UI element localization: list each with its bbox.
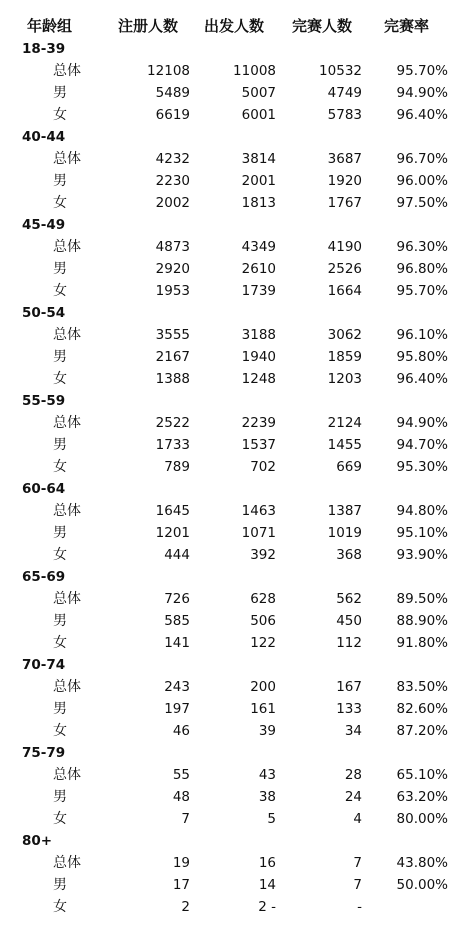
finish-rate-cell: 96.70% (396, 151, 448, 167)
age-group-label: 55-59 (22, 393, 66, 409)
row-label: 总体 (53, 591, 81, 607)
finish-rate-cell: 93.90% (396, 547, 448, 563)
table-row (0, 346, 476, 368)
started-cell: 161 (250, 701, 276, 717)
registered-cell: 55 (172, 767, 190, 783)
table-row (0, 258, 476, 280)
finished-cell: 1767 (327, 195, 362, 211)
finish-rate-cell: 97.50% (396, 195, 448, 211)
age-group-label: 45-49 (22, 217, 66, 233)
row-label: 男 (53, 437, 67, 453)
finish-rate-cell: 96.80% (396, 261, 448, 277)
finished-cell: 669 (336, 459, 362, 475)
registered-cell: 1645 (155, 503, 190, 519)
table-row (0, 610, 476, 632)
finish-rate-cell: 96.40% (396, 107, 448, 123)
row-label: 女 (53, 107, 67, 123)
registered-cell: 1388 (155, 371, 190, 387)
started-cell: 16 (258, 855, 276, 871)
registered-cell: 1201 (155, 525, 190, 541)
started-cell: 2001 (241, 173, 276, 189)
row-label: 总体 (53, 63, 81, 79)
registered-cell: 7 (181, 811, 190, 827)
row-label: 男 (53, 701, 67, 717)
started-cell: 122 (250, 635, 276, 651)
header-registered: 注册人数 (118, 17, 179, 35)
finished-cell: 3062 (327, 327, 362, 343)
finish-rate-cell: 94.80% (396, 503, 448, 519)
registered-cell: 243 (164, 679, 190, 695)
finished-cell: 4190 (327, 239, 362, 255)
finish-rate-cell: 96.10% (396, 327, 448, 343)
age-group-label: 80+ (22, 833, 53, 849)
row-label: 男 (53, 789, 67, 805)
finished-cell: 1664 (327, 283, 362, 299)
table-row (0, 148, 476, 170)
finished-cell: 1203 (327, 371, 362, 387)
finished-cell: 28 (344, 767, 362, 783)
table-row (0, 368, 476, 390)
registered-cell: 444 (164, 547, 190, 563)
row-label: 总体 (53, 239, 81, 255)
row-label: 男 (53, 525, 67, 541)
registered-cell: 12108 (147, 63, 190, 79)
row-label: 总体 (53, 151, 81, 167)
finish-rate-cell: 95.70% (396, 63, 448, 79)
started-cell: 200 (250, 679, 276, 695)
started-cell: 2 - (258, 899, 276, 915)
row-label: 总体 (53, 679, 81, 695)
registered-cell: 2920 (155, 261, 190, 277)
started-cell: 1739 (241, 283, 276, 299)
row-label: 女 (53, 635, 67, 651)
row-label: 女 (53, 547, 67, 563)
finished-cell: 24 (344, 789, 362, 805)
table-row (0, 588, 476, 610)
registered-cell: 789 (164, 459, 190, 475)
finish-rate-cell: 94.70% (396, 437, 448, 453)
row-label: 男 (53, 261, 67, 277)
table-row (0, 60, 476, 82)
header-finish-rate: 完赛率 (384, 17, 430, 35)
finish-rate-cell: 94.90% (396, 85, 448, 101)
row-label: 女 (53, 723, 67, 739)
started-cell: 2610 (241, 261, 276, 277)
registered-cell: 46 (172, 723, 190, 739)
row-label: 总体 (53, 767, 81, 783)
finish-rate-cell: 95.10% (396, 525, 448, 541)
started-cell: 1248 (241, 371, 276, 387)
started-cell: 4349 (241, 239, 276, 255)
table-row (0, 280, 476, 302)
age-group-label: 75-79 (22, 745, 66, 761)
finished-cell: 1019 (327, 525, 362, 541)
header-started: 出发人数 (204, 17, 265, 35)
finished-cell: 10532 (319, 63, 362, 79)
row-label: 男 (53, 173, 67, 189)
table-row (0, 698, 476, 720)
finished-cell: 368 (336, 547, 362, 563)
finished-cell: - (357, 899, 362, 915)
registered-cell: 726 (164, 591, 190, 607)
registered-cell: 2002 (155, 195, 190, 211)
table-row (0, 500, 476, 522)
registered-cell: 2522 (155, 415, 190, 431)
table-row (0, 434, 476, 456)
finished-cell: 1920 (327, 173, 362, 189)
started-cell: 14 (258, 877, 276, 893)
finished-cell: 112 (336, 635, 362, 651)
registered-cell: 197 (164, 701, 190, 717)
row-label: 男 (53, 85, 67, 101)
finished-cell: 167 (336, 679, 362, 695)
finished-cell: 1387 (327, 503, 362, 519)
started-cell: 3814 (241, 151, 276, 167)
row-label: 总体 (53, 855, 81, 871)
finish-rate-cell: 95.80% (396, 349, 448, 365)
finish-rate-cell: 50.00% (396, 877, 448, 893)
started-cell: 39 (258, 723, 276, 739)
registered-cell: 3555 (155, 327, 190, 343)
row-label: 女 (53, 371, 67, 387)
age-group-label: 18-39 (22, 41, 66, 57)
row-label: 总体 (53, 503, 81, 519)
finish-rate-cell: 95.30% (396, 459, 448, 475)
registered-cell: 2 (181, 899, 190, 915)
finished-cell: 7 (353, 877, 362, 893)
table-row (0, 82, 476, 104)
finished-cell: 133 (336, 701, 362, 717)
finish-rate-cell: 89.50% (396, 591, 448, 607)
table-row (0, 808, 476, 830)
finish-rate-cell: 96.30% (396, 239, 448, 255)
started-cell: 392 (250, 547, 276, 563)
started-cell: 5007 (241, 85, 276, 101)
table-row (0, 852, 476, 874)
registered-cell: 48 (172, 789, 190, 805)
table-row (0, 104, 476, 126)
finish-rate-cell: 96.40% (396, 371, 448, 387)
finish-rate-cell: 43.80% (396, 855, 448, 871)
finish-rate-cell: 94.90% (396, 415, 448, 431)
finished-cell: 34 (344, 723, 362, 739)
finish-rate-cell: 65.10% (396, 767, 448, 783)
started-cell: 702 (250, 459, 276, 475)
registered-cell: 19 (172, 855, 190, 871)
registered-cell: 4232 (155, 151, 190, 167)
finish-rate-cell: 63.20% (396, 789, 448, 805)
started-cell: 2239 (241, 415, 276, 431)
finish-rate-cell: 80.00% (396, 811, 448, 827)
started-cell: 506 (250, 613, 276, 629)
started-cell: 1463 (241, 503, 276, 519)
table-row (0, 720, 476, 742)
started-cell: 628 (250, 591, 276, 607)
started-cell: 1537 (241, 437, 276, 453)
registered-cell: 1733 (155, 437, 190, 453)
finished-cell: 2526 (327, 261, 362, 277)
finished-cell: 450 (336, 613, 362, 629)
row-label: 女 (53, 899, 67, 915)
age-group-label: 40-44 (22, 129, 66, 145)
started-cell: 1071 (241, 525, 276, 541)
table-row (0, 896, 476, 918)
finish-rate-cell: 87.20% (396, 723, 448, 739)
age-group-label: 50-54 (22, 305, 66, 321)
table-row (0, 412, 476, 434)
started-cell: 6001 (241, 107, 276, 123)
row-label: 男 (53, 613, 67, 629)
registered-cell: 585 (164, 613, 190, 629)
registered-cell: 1953 (155, 283, 190, 299)
age-group-label: 60-64 (22, 481, 66, 497)
finish-rate-cell: 88.90% (396, 613, 448, 629)
row-label: 女 (53, 283, 67, 299)
row-label: 总体 (53, 327, 81, 343)
started-cell: 11008 (233, 63, 276, 79)
registered-cell: 2230 (155, 173, 190, 189)
registered-cell: 5489 (155, 85, 190, 101)
finished-cell: 4749 (327, 85, 362, 101)
table-row (0, 170, 476, 192)
started-cell: 1940 (241, 349, 276, 365)
finish-rate-cell: 91.80% (396, 635, 448, 651)
finish-rate-cell: 83.50% (396, 679, 448, 695)
row-label: 男 (53, 349, 67, 365)
registered-cell: 2167 (155, 349, 190, 365)
row-label: 女 (53, 811, 67, 827)
finished-cell: 1455 (327, 437, 362, 453)
row-label: 女 (53, 459, 67, 475)
started-cell: 3188 (241, 327, 276, 343)
row-label: 总体 (53, 415, 81, 431)
finished-cell: 1859 (327, 349, 362, 365)
finished-cell: 7 (353, 855, 362, 871)
table-row (0, 874, 476, 896)
age-group-label: 65-69 (22, 569, 66, 585)
finished-cell: 5783 (327, 107, 362, 123)
header-age-group: 年龄组 (27, 17, 73, 35)
started-cell: 1813 (241, 195, 276, 211)
age-group-label: 70-74 (22, 657, 66, 673)
table-row (0, 786, 476, 808)
table-row (0, 236, 476, 258)
started-cell: 38 (258, 789, 276, 805)
finish-rate-cell: 95.70% (396, 283, 448, 299)
finish-rate-cell (368, 896, 448, 918)
started-cell: 5 (267, 811, 276, 827)
registered-cell: 4873 (155, 239, 190, 255)
registered-cell: 17 (172, 877, 190, 893)
header-finished: 完赛人数 (292, 17, 353, 35)
table-row (0, 764, 476, 786)
row-label: 男 (53, 877, 67, 893)
registered-cell: 141 (164, 635, 190, 651)
finished-cell: 562 (336, 591, 362, 607)
table-row (0, 192, 476, 214)
table-row (0, 522, 476, 544)
started-cell: 43 (258, 767, 276, 783)
row-label: 女 (53, 195, 67, 211)
table-row (0, 632, 476, 654)
table-row (0, 324, 476, 346)
table-row (0, 676, 476, 698)
finish-rate-cell: 82.60% (396, 701, 448, 717)
finish-rate-cell: 96.00% (396, 173, 448, 189)
finished-cell: 4 (353, 811, 362, 827)
table-row (0, 544, 476, 566)
finished-cell: 3687 (327, 151, 362, 167)
registered-cell: 6619 (155, 107, 190, 123)
table-row (0, 456, 476, 478)
finished-cell: 2124 (327, 415, 362, 431)
